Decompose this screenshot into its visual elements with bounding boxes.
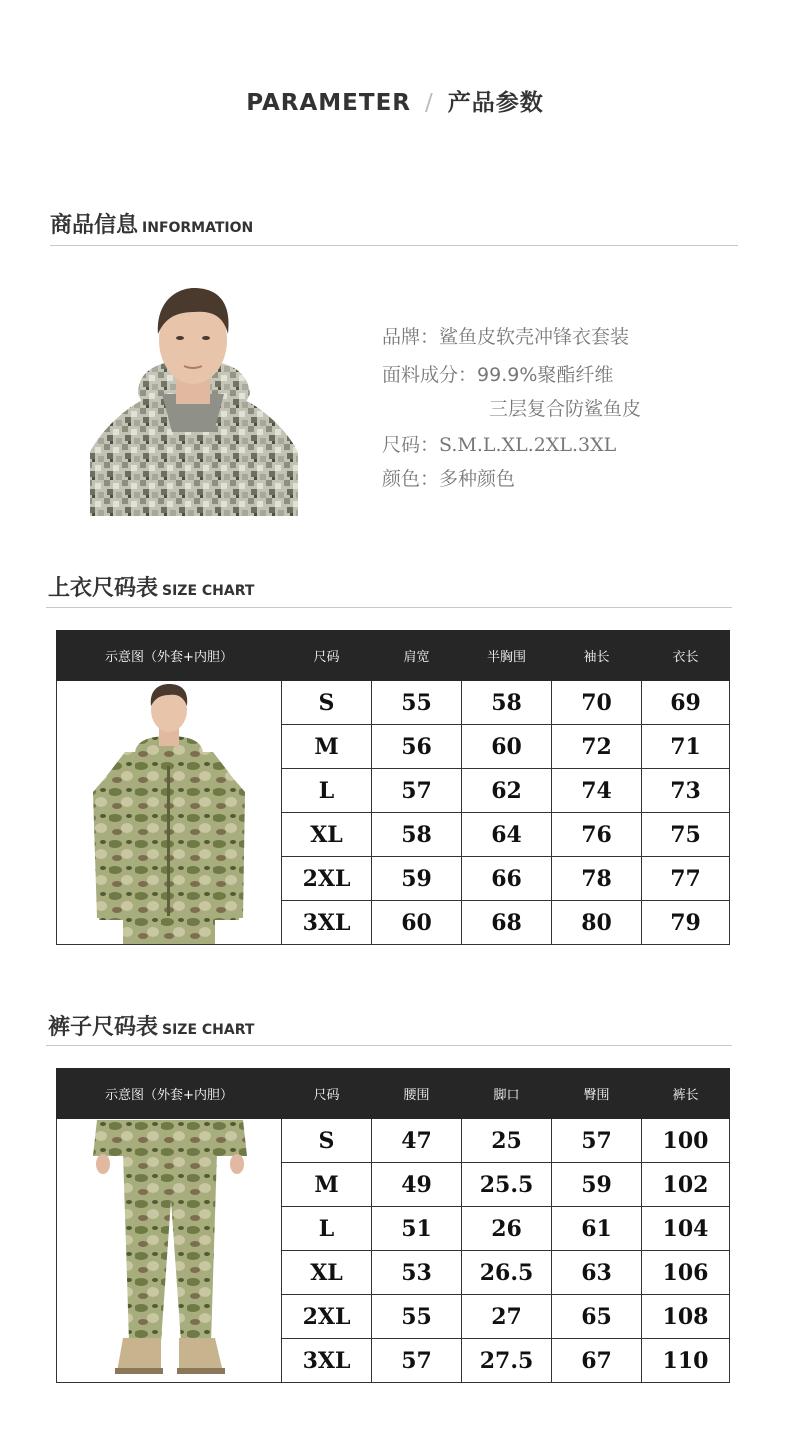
cell-leg-opening: 27 xyxy=(462,1295,552,1339)
cell-shoulder: 56 xyxy=(372,725,462,769)
cell-pants-length: 104 xyxy=(642,1207,730,1251)
jacket-size-table xyxy=(56,630,730,945)
header-hip: 臀围 xyxy=(552,1069,642,1119)
brand-row xyxy=(382,322,629,349)
cell-hip: 67 xyxy=(552,1339,642,1383)
cell-shoulder: 58 xyxy=(372,813,462,857)
cell-size: S xyxy=(282,681,372,725)
header-diagram: 示意图（外套+内胆） xyxy=(57,1069,282,1119)
cell-waist: 55 xyxy=(372,1295,462,1339)
cell-size: 3XL xyxy=(282,901,372,945)
cell-length: 77 xyxy=(642,857,730,901)
header-shoulder: 肩宽 xyxy=(372,631,462,681)
cell-waist: 51 xyxy=(372,1207,462,1251)
info-section-title xyxy=(50,208,253,239)
cell-hip: 63 xyxy=(552,1251,642,1295)
cell-sleeve: 80 xyxy=(552,901,642,945)
cell-waist: 57 xyxy=(372,1339,462,1383)
jacket-title-en: SIZE CHART xyxy=(162,583,255,599)
pants-divider xyxy=(46,1045,732,1046)
header-length: 衣长 xyxy=(642,631,730,681)
cell-waist: 47 xyxy=(372,1119,462,1163)
product-portrait-image xyxy=(86,282,300,516)
cell-size: XL xyxy=(282,813,372,857)
cell-size: 2XL xyxy=(282,857,372,901)
cell-leg-opening: 26.5 xyxy=(462,1251,552,1295)
jacket-model-image xyxy=(57,681,282,945)
page-title-en: PARAMETER xyxy=(246,90,412,116)
brand-value: 鲨鱼皮软壳冲锋衣套装 xyxy=(439,326,630,348)
cell-leg-opening: 26 xyxy=(462,1207,552,1251)
title-separator: / xyxy=(425,90,434,116)
cell-shoulder: 55 xyxy=(372,681,462,725)
table-row xyxy=(57,681,730,725)
cell-shoulder: 60 xyxy=(372,901,462,945)
cell-size: XL xyxy=(282,1251,372,1295)
page-title xyxy=(0,84,790,117)
cell-size: 2XL xyxy=(282,1295,372,1339)
cell-half-chest: 68 xyxy=(462,901,552,945)
jacket-title-cn: 上衣尺码表 xyxy=(48,576,159,601)
cell-length: 73 xyxy=(642,769,730,813)
cell-shoulder: 59 xyxy=(372,857,462,901)
cell-half-chest: 58 xyxy=(462,681,552,725)
cell-pants-length: 106 xyxy=(642,1251,730,1295)
header-sleeve: 袖长 xyxy=(552,631,642,681)
cell-half-chest: 64 xyxy=(462,813,552,857)
cell-pants-length: 100 xyxy=(642,1119,730,1163)
header-size: 尺码 xyxy=(282,631,372,681)
fabric-row-2 xyxy=(489,394,641,421)
cell-length: 69 xyxy=(642,681,730,725)
cell-leg-opening: 25.5 xyxy=(462,1163,552,1207)
fabric-value: 99.9%聚酯纤维 xyxy=(477,364,614,386)
info-divider xyxy=(50,245,738,246)
fabric-row xyxy=(382,360,613,387)
fabric-value-2: 三层复合防鲨鱼皮 xyxy=(489,398,642,420)
cell-sleeve: 72 xyxy=(552,725,642,769)
cell-hip: 61 xyxy=(552,1207,642,1251)
cell-size: L xyxy=(282,1207,372,1251)
cell-sleeve: 74 xyxy=(552,769,642,813)
info-title-en: INFORMATION xyxy=(142,220,254,236)
size-value: S.M.L.XL.2XL.3XL xyxy=(439,434,617,456)
header-half-chest: 半胸围 xyxy=(462,631,552,681)
pants-chart-title xyxy=(48,1010,254,1041)
cell-length: 79 xyxy=(642,901,730,945)
cell-hip: 59 xyxy=(552,1163,642,1207)
pants-size-table xyxy=(56,1068,730,1383)
cell-hip: 57 xyxy=(552,1119,642,1163)
cell-sleeve: 78 xyxy=(552,857,642,901)
size-row xyxy=(382,430,616,457)
cell-length: 75 xyxy=(642,813,730,857)
jacket-divider xyxy=(46,607,732,608)
color-row xyxy=(382,464,515,491)
size-label: 尺码： xyxy=(382,434,440,456)
cell-length: 71 xyxy=(642,725,730,769)
header-leg-opening: 脚口 xyxy=(462,1069,552,1119)
color-value: 多种颜色 xyxy=(439,468,516,490)
pants-title-cn: 裤子尺码表 xyxy=(48,1015,159,1040)
table-header-row xyxy=(57,631,730,681)
header-waist: 腰围 xyxy=(372,1069,462,1119)
cell-pants-length: 110 xyxy=(642,1339,730,1383)
header-diagram: 示意图（外套+内胆） xyxy=(57,631,282,681)
cell-half-chest: 62 xyxy=(462,769,552,813)
pants-model-image xyxy=(57,1119,282,1383)
cell-size: 3XL xyxy=(282,1339,372,1383)
cell-size: L xyxy=(282,769,372,813)
cell-waist: 53 xyxy=(372,1251,462,1295)
page-title-cn: 产品参数 xyxy=(447,90,544,116)
jacket-chart-title xyxy=(48,571,254,602)
cell-size: M xyxy=(282,725,372,769)
table-header-row xyxy=(57,1069,730,1119)
fabric-label: 面料成分： xyxy=(382,364,478,386)
cell-waist: 49 xyxy=(372,1163,462,1207)
cell-half-chest: 60 xyxy=(462,725,552,769)
cell-size: M xyxy=(282,1163,372,1207)
brand-label: 品牌： xyxy=(382,326,440,348)
cell-sleeve: 76 xyxy=(552,813,642,857)
pants-title-en: SIZE CHART xyxy=(162,1022,255,1038)
cell-half-chest: 66 xyxy=(462,857,552,901)
info-title-cn: 商品信息 xyxy=(50,213,139,238)
cell-shoulder: 57 xyxy=(372,769,462,813)
cell-pants-length: 102 xyxy=(642,1163,730,1207)
header-pants-length: 裤长 xyxy=(642,1069,730,1119)
color-label: 颜色： xyxy=(382,468,440,490)
header-size: 尺码 xyxy=(282,1069,372,1119)
cell-leg-opening: 25 xyxy=(462,1119,552,1163)
cell-leg-opening: 27.5 xyxy=(462,1339,552,1383)
cell-sleeve: 70 xyxy=(552,681,642,725)
cell-size: S xyxy=(282,1119,372,1163)
cell-pants-length: 108 xyxy=(642,1295,730,1339)
cell-hip: 65 xyxy=(552,1295,642,1339)
table-row xyxy=(57,1119,730,1163)
